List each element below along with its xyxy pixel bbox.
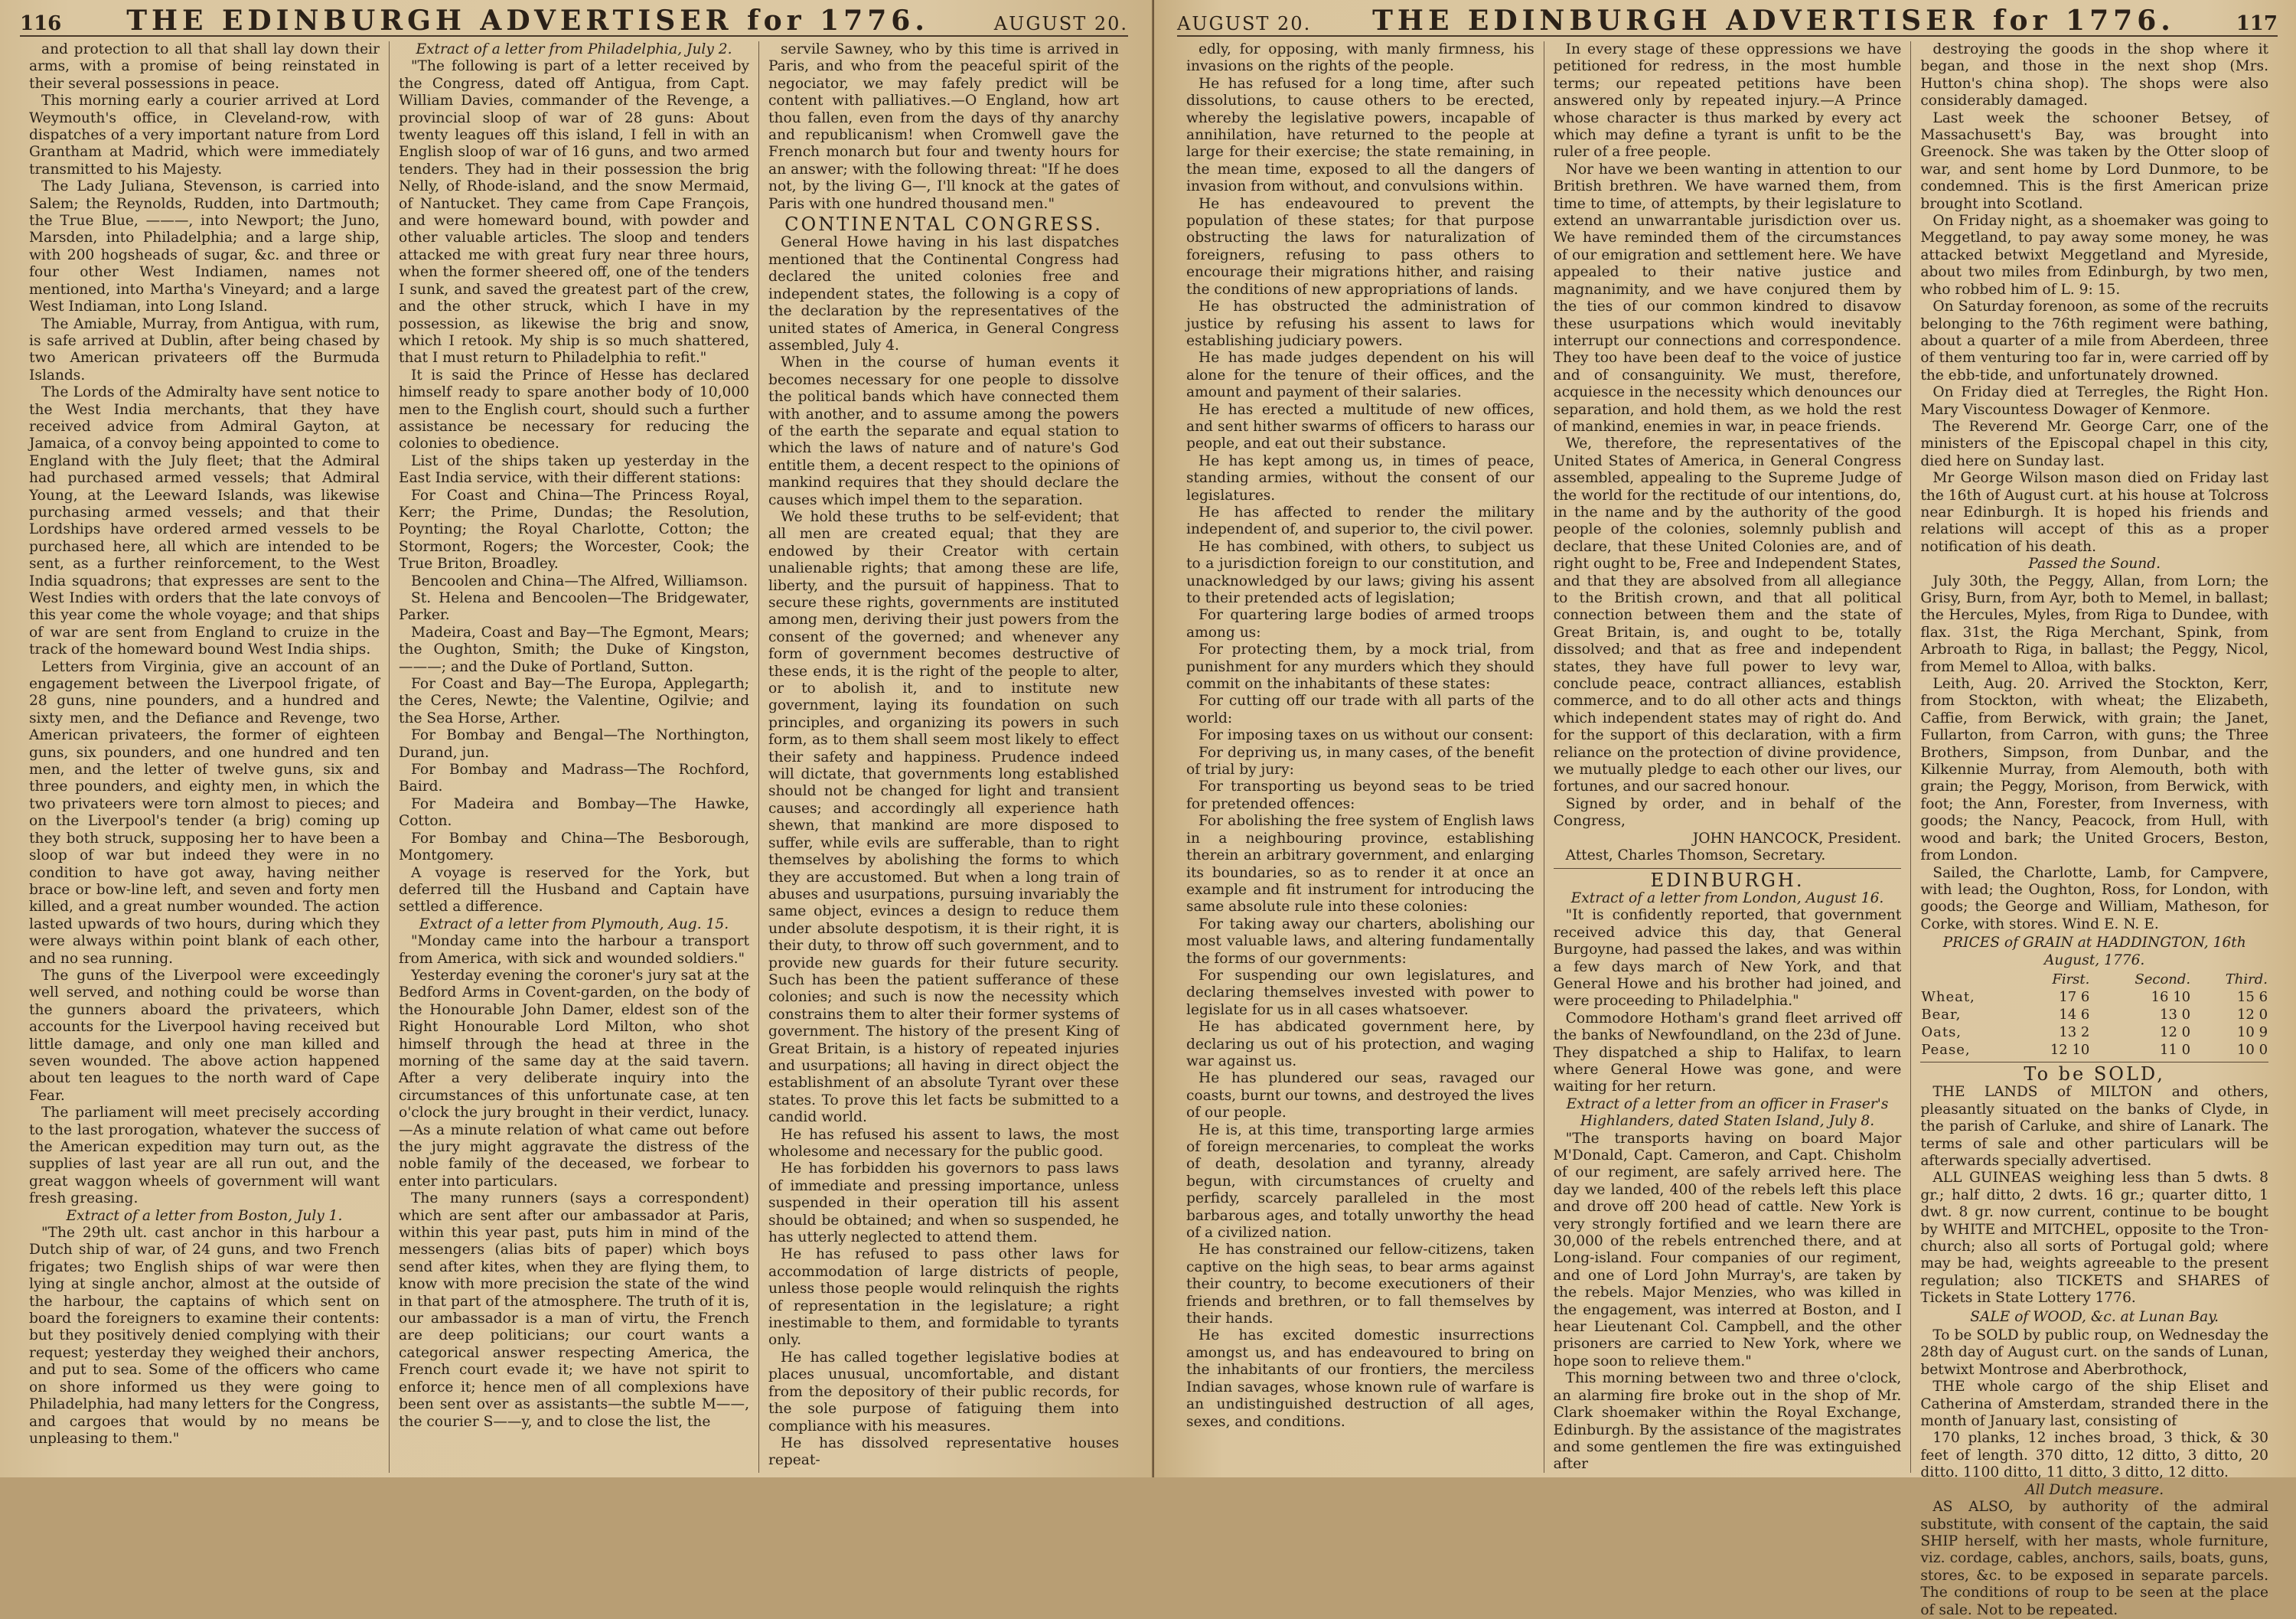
ship-list-item: For Bombay and Madrass—The Rochford, Baird. (399, 762, 749, 795)
article-paragraph: edly, for opposing, with manly firmness, his invasions on the rights of the people. (1186, 41, 1534, 75)
ship-list-item: For Madeira and Bombay—The Hawke, Cotton. (399, 795, 749, 830)
price-cell: 12 0 (2160, 1023, 2191, 1040)
shipping-paragraph: Leith, Aug. 20. Arrived the Stockton, Kerr, from Stockton, with wheat; the Elizabeth, Caffie, from Berwick, with grain; the Janet, Fullarton, from Carron, with guns; the Three Brothers, Simpson, from Dunbar, and the Kilkennie Murray, from Alemouth, both with grain; the Peggy, Morison, from Berwick, with foot; the Ann, Forester, from Inverness, with goods; the Nancy, Peacock, from Hull, with wood and bark; the United Grocers, Beston, from London. (1920, 676, 2269, 864)
article-paragraph: The guns of the Liverpool were exceedingly well served, and nothing could be worse than the gunners aboard the privateers, which accounts for the Liverpool having received but little damage, and only one man killed and seven wounded. The above action happened about ten leagues to the north ward of Cape Fear. (29, 967, 380, 1104)
article-paragraph: On Saturday forenoon, as some of the recruits belonging to the 76th regiment were bathing, about a quarter of a mile from Aberdeen, three of them venturing too far in, were carried off by the ebb-tide, and unfortunately drowned. (1920, 299, 2269, 384)
section-heading: CONTINENTAL CONGRESS. (784, 214, 1103, 236)
article-paragraph: and protection to all that shall lay down their arms, with a promise of being reinstated in their several possessions in peace. (29, 41, 380, 92)
grain-prices-heading: PRICES of GRAIN at HADDINGTON, 16th August, 1776. (1942, 935, 2246, 968)
article-paragraph: "The 29th ult. cast anchor in this harbour a Dutch ship of war, of 24 guns, and two French frigates; two English ships of war were then lying at single anchor, almost at the outside of the harbour, the captains of which sent on board the foreigners to examine their contents: but they positively denied complying with their request; yesterday they weighed their anchors, and put to sea. Some of the officers who came on shore informed us they were going to Philadelphia, had many letters for the Congress, and cargoes that would by no means be unpleasing to them." (29, 1225, 380, 1447)
article-paragraph: He has refused his assent to laws, the most wholesome and necessary for the public good. (768, 1126, 1119, 1160)
left-page (0, 0, 1154, 1477)
price-cell: 15 6 (2236, 988, 2268, 1005)
advert-paragraph: ALL GUINEAS weighing less than 5 dwts. 8 gr.; half ditto, 2 dwts. 16 gr.; quarter ditto, 1 dwt. 8 gr. now current, continue to be bought by WHITE and MITCHEL, opposite to the Tron-church; also all sorts of Portugal gold; where may be had, weights agreeable to the present regulation; also TICKETS and SHARES of Tickets in State Lottery 1776. (1920, 1170, 2269, 1307)
right-title: THE EDINBURGH ADVERTISER for 1776. (1372, 5, 2175, 37)
article-paragraph: Signed by order, and in behalf of the Congress, (1553, 795, 1902, 830)
article-paragraph: On Friday night, as a shoemaker was going to Meggetland, to pay away some money, he was attacked betwixt Meggetland and Myreside, about two miles from Edinburgh, by two men, who robbed him of L. 9: 15. (1920, 213, 2269, 298)
article-paragraph: List of the ships taken up yesterday in the East India service, with their different stations: (399, 452, 749, 487)
article-paragraph: He has made judges dependent on his will alone for the tenure of their offices, and the amount and payment of their salaries. (1186, 350, 1534, 401)
article-paragraph: For transporting us beyond seas to be tried for pretended offences: (1186, 778, 1534, 812)
article-paragraph: He is, at this time, transporting large armies of foreign mercenaries, to compleat the works of death, desolation and tyranny, already begun, with circumstances of cruelty and perfidy, scarcely paralleled in the most barbarous ages, and totally unworthy the head of a civilized nation. (1186, 1121, 1534, 1242)
ship-list-item: Madeira, Coast and Bay—The Egmont, Mears; the Oughton, Smith; the Duke of Kingston, ———; and the Duke of Portland, Sutton. (399, 624, 749, 675)
article-paragraph: The Amiable, Murray, from Antigua, with rum, is safe arrived at Dublin, after being chased by two American privateers off the Burmuda Islands. (29, 315, 380, 384)
ship-list-item: Bencoolen and China—The Alfred, Williamson. (411, 573, 748, 589)
article-paragraph: General Howe having in his last dispatches mentioned that the Continental Congress had declared the united colonies free and independent states, the following is a copy of the declaration by the representatives of the united states of America, in General Congress assembled, July 4. (768, 234, 1119, 354)
article-paragraph: He has endeavoured to prevent the population of these states; for that purpose obstructing the laws for naturalization of foreigners, refusing to pass others to encourage their migrations hither, and raising the conditions of new appropriations of lands. (1186, 195, 1534, 298)
article-paragraph: For quartering large bodies of armed troops among us: (1186, 607, 1534, 641)
ship-list-item: St. Helena and Bencoolen—The Bridgewater, Parker. (399, 590, 749, 624)
article-paragraph: He has dissolved representative houses repeat- (768, 1435, 1119, 1469)
price-cell: 12 0 (2236, 1006, 2268, 1023)
advert-paragraph: 170 planks, 12 inches broad, 3 thick, & 30 feet of length. 370 ditto, 12 ditto, 3 ditto, 20 ditto. 1100 ditto, 11 ditto, 3 ditto, 12 ditto. (1920, 1430, 2269, 1481)
article-paragraph: He has forbidden his governors to pass laws of immediate and pressing importance, unless suspended in their operation till his assent should be obtained; and when so suspended, he has utterly neglected to attend them. (768, 1160, 1119, 1246)
article-paragraph: "It is confidently reported, that government received advice this day, that General Burgoyne, had passed the lakes, and was within a few days march of New York, and that General Howe and his brother had joined, and were proceeding to Philadelphia." (1553, 907, 1902, 1010)
article-paragraph: For depriving us, in many cases, of the benefit of trial by jury: (1186, 744, 1534, 778)
article-paragraph: destroying the goods in the shop where it began, and those in the next shop (Mrs. Hutton's china shop). The shops were also considerably damaged. (1920, 41, 2269, 109)
left-column-3 (758, 41, 1128, 1473)
table-header-cell: First. (2052, 971, 2090, 987)
table-header-cell (1920, 971, 2018, 988)
price-cell: 17 6 (2059, 988, 2090, 1005)
right-date: AUGUST 20. (1177, 13, 1312, 34)
shipping-paragraph: July 30th, the Peggy, Allan, from Lorn; the Grisy, Burn, from Ayr, both to Memel, in ballast; the Hercules, Myles, from Riga to Dundee, with flax. 31st, the Riga Merchant, Spink, from Arbroath to Riga, in ballast; the Peggy, Nicol, from Memel to Alloa, with balks. (1920, 573, 2269, 675)
right-masthead (1177, 0, 2278, 37)
advert-note: All Dutch measure. (2025, 1481, 2164, 1498)
article-paragraph: Nor have we been wanting in attention to our British brethren. We have warned them, from time to time, of attempts, by their legislature to extend an unwarrantable jurisdiction over us. We have reminded them of the circumstances of our emigration and settlement here. We have appealed to their native justice and magnanimity, and we have conjured them by the ties of our common kindred to disavow these usurpations which would inevitably interrupt our connections and correspondence. They too have been deaf to the voice of justice and of consanguinity. We must, therefore, acquiesce in the necessity which denounces our separation, and hold them, as we hold the rest of mankind, enemies in war, in peace friends. (1553, 161, 1902, 435)
left-page-number: 116 (20, 12, 62, 35)
article-paragraph: A voyage is reserved for the York, but deferred till the Husband and Captain have settled a difference. (399, 864, 749, 916)
right-columns (1177, 37, 2278, 1618)
price-cell: 16 10 (2151, 988, 2191, 1005)
article-paragraph: He has constrained our fellow-citizens, taken captive on the high seas, to bear arms against their country, to become executioners of their friends and brethren, or to fall themselves by their hands. (1186, 1242, 1534, 1327)
advert-paragraph: To be SOLD by public roup, on Wednesday the 28th day of August curt. on the sands of Lunan, betwixt Montrose and Aberbrothock, (1920, 1327, 2269, 1378)
extract-heading: Extract of a letter from London, August 16. (1570, 889, 1884, 906)
ship-list-item: For Bombay and China—The Besborough, Montgomery. (399, 830, 749, 864)
article-paragraph: For suspending our own legislatures, and declaring themselves invested with power to legislate for us in all cases whatsoever. (1186, 967, 1534, 1018)
right-column-1 (1177, 41, 1544, 1473)
article-paragraph: Mr George Wilson mason died on Friday last the 16th of August curt. at his house at Tolcross near Edinburgh. It is hoped his friends and relations will accept of this as a proper notification of his death. (1920, 470, 2269, 555)
signature: JOHN HANCOCK, President. (1692, 830, 1902, 847)
grain-name: Oats, (1921, 1023, 1962, 1040)
article-paragraph: servile Sawney, who by this time is arrived in Paris, and who from the peaceful spirit of the negociator, we may fafely predict will be content with palliatives.—O England, how art thou fallen, even from the days of thy anarchy and republicanism! when Cromwell gave the French monarch but four and twenty hours for an answer; with the following threat: "If he does not, by the living G—, I'll knock at the gates of Paris with one hundred thousand men." (768, 41, 1119, 212)
extract-heading: Extract of a letter from Boston, July 1. (66, 1207, 343, 1224)
article-paragraph: He has refused for a long time, after such dissolutions, to cause others to be erected, whereby the legislative powers, incapable of annihilation, have returned to the people at large for their exercise; the state remaining, in the mean time, exposed to all the dangers of invasion from without, and convulsions within. (1186, 75, 1534, 195)
article-paragraph: In every stage of these oppressions we have petitioned for redress, in the most humble terms; our repeated petitions have been answered only by repeated injury.—A Prince whose character is thus marked by every act which may define a tyrant is unfit to be the ruler of a free people. (1553, 41, 1902, 161)
article-paragraph: He has called together legislative bodies at places unusual, uncomfortable, and distant from the depository of their public records, for the sole purpose of fatiguing them into compliance with his measures. (768, 1349, 1119, 1435)
right-column-2 (1544, 41, 1911, 1473)
price-cell: 13 0 (2160, 1006, 2191, 1023)
article-paragraph: We hold these truths to be self-evident; that all men are created equal; that they are endowed by their Creator with certain unalienable rights; that among these are life, liberty, and the pursuit of happiness. That to secure these rights, governments are instituted among men, deriving their just powers from the consent of the governed; and whenever any form of government becomes destructive of these ends, it is the right of the people to alter, or to abolish it, and to institute new government, laying its foundation on such principles, and organizing its powers in such form, as to them shall seem most likely to effect their safety and happiness. Prudence indeed will dictate, that governments long established should not be changed for light and transient causes; and accordingly all experience hath shewn, that mankind are more disposed to suffer, while evils are sufferable, than to right themselves by abolishing the forms to which they are accustomed. But when a long train of abuses and usurpations, pursuing invariably the same object, evinces a design to reduce them under absolute despotism, it is their right, it is their duty, to throw off such government, and to provide new guards for their future security. Such has been the patient sufferance of these colonies; and such is now the necessity which constrains them to alter their former systems of government. The history of the present King of Great Britain, is a history of repeated injuries and usurpations; all having in direct object the establishment of an absolute Tyrant over these states. To prove this let facts be submitted to a candid world. (768, 508, 1119, 1126)
article-paragraph: He has abdicated government here, by declaring us out of his protection, and waging war against us. (1186, 1019, 1534, 1069)
advert-heading: SALE of WOOD, &c. at Lunan Bay. (1970, 1308, 2219, 1325)
article-paragraph: He has affected to render the military independent of, and superior to, the civil power. (1186, 504, 1534, 538)
advert-paragraph: AS ALSO, by authority of the admiral substitute, with consent of the captain, the said SHIP herself, with her masts, whole furniture, viz. cordage, cables, anchors, sails, boats, guns, stores, &c. to be exposed in separate parcels. The conditions of roup to be seen at the place of sale. Not to be repeated. (1920, 1499, 2269, 1618)
right-column-3 (1910, 41, 2278, 1618)
price-cell: 14 6 (2059, 1006, 2090, 1023)
advert-heading: To be SOLD, (2024, 1062, 2165, 1085)
table-row (1920, 988, 2268, 1006)
section-heading: EDINBURGH. (1650, 869, 1805, 891)
extract-heading: Extract of a letter from an officer in Fraser's Highlanders, dated Staten Island, July 8. (1566, 1095, 1889, 1130)
attestation: Attest, Charles Thomson, Secretary. (1565, 847, 1826, 864)
article-paragraph: Last week the schooner Betsey, of Massachusett's Bay, was brought into Greenock. She was taken by the Otter sloop of war, and sent home by Lord Dunmore, to be condemned. This is the first American prize brought into Scotland. (1920, 109, 2269, 212)
advert-paragraph: THE LANDS of MILTON and others, pleasantly situated on the banks of Clyde, in the parish of Carluke, and shire of Lanark. The terms of sale and other particulars will be afterwards specially advertised. (1920, 1084, 2269, 1169)
left-date: AUGUST 20. (993, 13, 1128, 34)
ship-list-item: For Coast and Bay—The Europa, Applegarth; the Ceres, Newte; the Valentine, Ogilvie; and the Sea Horse, Arther. (399, 676, 749, 726)
price-cell: 13 2 (2059, 1023, 2090, 1040)
ship-list-item: For Bombay and Bengal—The Northington, Durand, jun. (399, 727, 749, 761)
extract-heading: Extract of a letter from Plymouth, Aug. 15. (419, 916, 729, 932)
article-paragraph: He has excited domestic insurrections amongst us, and has endeavoured to bring on the inhabitants of our frontiers, the merciless Indian savages, whose known rule of warfare is an undistinguished destruction of all ages, sexes, and conditions. (1186, 1327, 1534, 1430)
article-paragraph: He has erected a multitude of new offices, and sent hither swarms of officers to harass our people, and eat out their substance. (1186, 401, 1534, 452)
table-row (1920, 1006, 2268, 1023)
article-paragraph: "The following is part of a letter received by the Congress, dated off Antigua, from Capt. William Davies, commander of the Revenge, a provincial sloop of war of 28 guns: About twenty leagues off this island, I fell in with an English sloop of war of 16 guns, and two armed tenders. They had in their possession the brig Nelly, of Rhode-island, and the snow Mermaid, of Nantucket. They came from Cape François, and were homeward bound, with powder and other valuable articles. The sloop and tenders attacked me with great fury near three hours, when the former sheered off, one of the tenders I sunk, and saved the greatest part of the crew, and the other struck, which I have in my possession, as likewise the brig and snow, which I retook. My ship is so much shattered, that I must return to Philadelphia to refit." (399, 58, 749, 367)
article-paragraph: For cutting off our trade with all parts of the world: (1186, 693, 1534, 726)
article-paragraph: For taking away our charters, abolishing our most valuable laws, and altering fundamentally the forms of our governments: (1186, 916, 1534, 967)
article-paragraph: The parliament will meet precisely according to the last prorogation, whatever the success of the American expedition may turn out, as the supplies of last year are all run out, and the great waggon wheels of government will want fresh greasing. (29, 1105, 380, 1207)
extract-heading: Extract of a letter from Philadelphia, July 2. (416, 41, 732, 57)
article-paragraph: For protecting them, by a mock trial, from punishment for any murders which they should commit on the inhabitants of these states: (1186, 641, 1534, 693)
price-cell: 12 10 (2050, 1041, 2090, 1058)
article-paragraph: This morning early a courier arrived at Lord Weymouth's office, in Cleveland-row, with dispatches of a very important nature from Lord Grantham at Madrid, which were immediately transmitted to his Majesty. (29, 93, 380, 178)
grain-price-table (1920, 971, 2268, 1059)
article-paragraph: The Lady Juliana, Stevenson, is carried into Salem; the Reynolds, Rudden, into Dartmouth; the True Blue, ———, into Newport; the Juno, Marsden, into Philadelphia; and a large ship, with 200 hogsheads of sugar, &c. and three or four other West Indiamen, names not mentioned, into Martha's Vineyard; and a large West Indiaman, into Long Island. (29, 178, 380, 315)
article-paragraph: This morning between two and three o'clock, an alarming fire broke out in the shop of Mr. Clark shoemaker within the Royal Exchange, Edinburgh. By the assistance of the magistrates and some gentlemen the fire was extinguished after (1553, 1370, 1902, 1473)
article-paragraph: He has refused to pass other laws for accommodation of large districts of people, unless those people would relinquish the rights of representation in the legislature; a right inestimable to them, and formidable to tyrants only. (768, 1246, 1119, 1349)
article-paragraph: He has plundered our seas, ravaged our coasts, burnt our towns, and destroyed the lives of our people. (1186, 1070, 1534, 1121)
left-column-1 (20, 41, 389, 1473)
article-paragraph: "The transports having on board Major M'Donald, Capt. Cameron, and Capt. Chisholm of our regiment, are safely arrived here. The day we landed, 400 of the rebels left this place and drove off 200 head of cattle. New York is very strongly fortified and we learn there are 30,000 of the rebels entrenched there, and at Long-island. Four companies of our regiment, and one of Lord John Murray's, are taken by the rebels. Major Menzies, who was killed in the engagement, was interred at Boston, and I hear Lieutenant Col. Campbell, and the other prisoners are carried to New York, where we hope soon to relieve them." (1553, 1130, 1902, 1369)
ship-list-item: For Coast and China—The Princess Royal, Kerr; the Prime, Dundas; the Resolution, Poynting; the Royal Charlotte, Cotton; the Stormont, Rogers; the Worcester, Cook; the True Briton, Broadley. (399, 487, 749, 573)
article-paragraph: On Friday died at Terregles, the Right Hon. Mary Viscountess Dowager of Kenmore. (1920, 384, 2269, 418)
article-paragraph: The Lords of the Admiralty have sent notice to the West India merchants, that they have received advice from Admiral Gayton, at Jamaica, of a convoy being appointed to come to England with the July fleet; that the Admiral had purchased armed vessels; that Admiral Young, at the Leeward Islands, was likewise purchasing armed vessels; and that their Lordships have ordered armed vessels to be purchased here, all which are intended to be sent, as a further reinforcement, to the West India squadrons; that expresses are sent to the West Indies with orders that the late convoys of this year come the whole voyage; and that ships of war are sent from England to cruize in the track of the homeward bound West India ships. (29, 384, 380, 658)
article-paragraph: He has combined, with others, to subject us to a jurisdiction foreign to our constitution, and unacknowledged by our laws; giving his assent to their pretended acts of legislation; (1186, 538, 1534, 606)
price-cell: 10 9 (2236, 1023, 2268, 1040)
grain-name: Pease, (1921, 1041, 1971, 1058)
advert-paragraph: THE whole cargo of the ship Eliset and Catherina of Amsterdam, stranded there in the month of January last, consisting of (1920, 1379, 2269, 1430)
article-paragraph: The Reverend Mr. George Carr, one of the ministers of the Episcopal chapel in this city, died here on Sunday last. (1920, 418, 2269, 469)
article-paragraph: Letters from Virginia, give an account of an engagement between the Liverpool frigate, of 28 guns, nine pounders, and a hundred and sixty men, and the Defiance and Revenge, two American privateers, the former of eighteen guns, six pounders, and one hundred and ten men, and the letter of twelve guns, six and three pounders, and eighty men, in which the two privateers were torn almost to pieces; and on the Liverpool's tender (a brig) coming up they both struck, supposing her to have been a sloop of war but indeed they were in no condition to have got away, having neither brace or bow-line left, and seven and forty men killed, and a great number wounded. The action lasted upwards of two hours, during which they were always within point blank of each other, and no sea running. (29, 658, 380, 967)
left-masthead (20, 0, 1128, 37)
right-page-number: 117 (2236, 12, 2278, 35)
article-paragraph: "Monday came into the harbour a transport from America, with sick and wounded soldiers." (399, 933, 749, 967)
left-columns (20, 37, 1128, 1473)
article-paragraph: It is said the Prince of Hesse has declared himself ready to spare another body of 10,000 men to the English court, should such a further assistance be necessary for reducing the colonies to obedience. (399, 367, 749, 452)
table-row (1920, 1041, 2268, 1059)
price-cell: 10 0 (2236, 1041, 2268, 1058)
table-header-row (1920, 971, 2268, 988)
article-paragraph: Commodore Hotham's grand fleet arrived off the banks of Newfoundland, on the 23d of June. They dispatched a ship to Halifax, to learn where General Howe was gone, and were waiting for her return. (1553, 1010, 1902, 1095)
shipping-paragraph: Sailed, the Charlotte, Lamb, for Campvere, with lead; the Oughton, Ross, for London, with goods; the George and William, Matheson, for Corke, with stores. Wind E. N. E. (1920, 864, 2269, 932)
table-header-cell: Third. (2225, 971, 2268, 987)
price-cell: 11 0 (2160, 1041, 2191, 1058)
grain-name: Wheat, (1921, 988, 1975, 1005)
article-paragraph: He has kept among us, in times of peace, standing armies, without the consent of our legislatures. (1186, 452, 1534, 504)
article-paragraph: He has obstructed the administration of justice by refusing his assent to laws for establishing judiciary powers. (1186, 299, 1534, 349)
grain-name: Bear, (1921, 1006, 1962, 1023)
right-page (1154, 0, 2296, 1618)
shipping-heading: Passed the Sound. (2028, 556, 2161, 573)
divider (1554, 868, 1902, 869)
table-row (1920, 1023, 2268, 1041)
left-column-2 (389, 41, 758, 1473)
article-paragraph: The many runners (says a correspondent) which are sent after our ambassador at Paris, within this year past, puts him in mind of the messengers (alias bits of paper) which boys send after kites, when they are flying them, to know with more precision the state of the wind in that part of the atmosphere. The truth of it is, our ambassador is a man of virtu, the French are deep politicians; our court wants a categorical answer respecting America, the French court evade it; we have not spirit to enforce it; hence men of all complexions have been sent over as assistants—the subtle M——, the courier S——y, and to close the list, the (399, 1190, 749, 1430)
table-header-cell: Second. (2135, 971, 2191, 987)
article-paragraph: For abolishing the free system of English laws in a neighbouring province, establishing therein an arbitrary government, and enlarging its boundaries, so as to render it at once an example and fit instrument for introducing the same absolute rule into these colonies: (1186, 813, 1534, 916)
article-paragraph: For imposing taxes on us without our consent: (1199, 727, 1534, 744)
article-paragraph: We, therefore, the representatives of the United States of America, in General Congress assembled, appealing to the Supreme Judge of the world for the rectitude of our intentions, do, in the name and by the authority of the good people of the colonies, solemnly publish and declare, that these United Colonies are, and of right ought to be, Free and Independent States, and that they are absolved from all allegiance to the British crown, and that all political connection between them and the state of Great Britain, is, and ought to be, totally dissolved; and that as free and independent states, they have full power to levy war, conclude peace, contract alliances, establish commerce, and to do all other acts and things which independent states may of right do. And for the support of this declaration, with a firm reliance on the protection of divine providence, we mutually pledge to each other our lives, our fortunes, and our sacred honour. (1553, 436, 1902, 795)
article-paragraph: Yesterday evening the coroner's jury sat at the Bedford Arms in Covent-garden, on the body of the Honourable John Damer, eldest son of the Right Honourable Lord Milton, who shot himself through the head at three in the morning of the same day at the said tavern. After a very deliberate inquiry into the circumstances of this unfortunate case, at ten o'clock the jury brought in their verdict, lunacy.—As a minute relation of what came out before the jury might aggravate the distress of the noble family of the deceased, we forbear to enter into particulars. (399, 967, 749, 1190)
article-paragraph: When in the course of human events it becomes necessary for one people to dissolve the political bands which have connected them with another, and to assume among the powers of the earth the separate and equal station to which the laws of nature and of nature's God entitle them, a decent respect to the opinions of mankind requires that they should declare the causes which impel them to the separation. (768, 354, 1119, 508)
left-title: THE EDINBURGH ADVERTISER for 1776. (126, 5, 929, 37)
